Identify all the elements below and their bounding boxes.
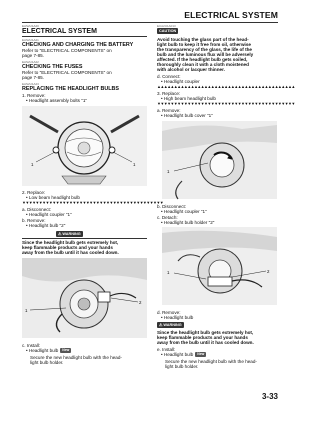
battery-heading: CHECKING AND CHARGING THE BATTERY bbox=[22, 42, 134, 48]
section-code: EAS2U1A20 bbox=[22, 24, 39, 28]
right-triangle-divider-top: ▲▲▲▲▲▲▲▲▲▲▲▲▲▲▲▲▲▲▲▲▲▲▲▲▲▲▲▲▲▲▲▲▲▲▲▲▲▲▲▲▲ bbox=[157, 84, 295, 89]
right-step-d2-label: d. Remove: bbox=[157, 310, 181, 315]
left-warning-badge bbox=[56, 231, 83, 237]
left-warning-rule bbox=[22, 238, 147, 239]
left-warning-line3: away from the bulb until it has cooled down. bbox=[22, 250, 119, 255]
page-header-title: ELECTRICAL SYSTEM bbox=[184, 10, 278, 20]
step-c-note-line1: Secure the new headlight bulb with the head- bbox=[30, 355, 122, 360]
fig1-callout-left: 1 bbox=[31, 162, 34, 167]
low-beam-bulb-figure bbox=[22, 258, 147, 338]
bulb-holder-figure bbox=[162, 227, 277, 305]
fig4-callout-2: 2 bbox=[267, 269, 270, 274]
right-step-e-note-line2: light bulb holder. bbox=[165, 364, 199, 369]
warning-triangle-icon: ⚠ bbox=[58, 232, 62, 236]
right-warning-badge bbox=[157, 322, 184, 328]
fuses-code: EAS2U1A22 bbox=[22, 60, 39, 64]
section-title-rule bbox=[22, 36, 147, 37]
battery-ref-line2: page 7-85. bbox=[22, 53, 44, 58]
bulb-cover-figure bbox=[162, 121, 277, 199]
fuses-ref-line1: Refer to "ELECTRICAL COMPONENTS" on bbox=[22, 70, 112, 75]
right-step-b-item: • Headlight coupler "1" bbox=[161, 209, 207, 214]
battery-code: EAS2U1A21 bbox=[22, 38, 39, 42]
right-warning-line2: keep flammable products and your hands bbox=[157, 335, 248, 340]
fig1-callout-right: 1 bbox=[133, 162, 136, 167]
step-a-item: • Headlight coupler "1" bbox=[26, 212, 72, 217]
headlight-assembly-figure bbox=[22, 106, 147, 186]
fig2-callout-1: 1 bbox=[25, 308, 28, 313]
right-warning-label: WARNING bbox=[163, 323, 182, 327]
right-step-c-label: c. Detach: bbox=[157, 215, 178, 220]
fig4-callout-1: 1 bbox=[167, 270, 170, 275]
step-c-note-line2: light bulb holder. bbox=[30, 360, 64, 365]
right-step-d-label: d. Connect: bbox=[157, 74, 181, 79]
right-triangle-divider-mid: ▼▼▼▼▼▼▼▼▼▼▼▼▼▼▼▼▼▼▼▼▼▼▼▼▼▼▼▼▼▼▼▼▼▼▼▼▼▼▼▼▼ bbox=[157, 101, 295, 106]
caution-line1: Avoid touching the glass part of the head- bbox=[157, 37, 249, 42]
right-step-c-item: • Headlight bulb holder "2" bbox=[161, 220, 215, 225]
fig2-callout-2: 2 bbox=[139, 300, 142, 305]
step1-item: • Headlight assembly bolts "1" bbox=[26, 98, 88, 103]
caution-label: CAUTION bbox=[159, 29, 177, 33]
caution-line6: thoroughly clean it with a cloth moistened bbox=[157, 62, 249, 67]
caution-line2: light bulb to keep it free from oil, otherwise bbox=[157, 42, 251, 47]
left-warning-line2: keep flammable products and your hands bbox=[22, 245, 113, 250]
left-triangle-divider-top: ▼▼▼▼▼▼▼▼▼▼▼▼▼▼▼▼▼▼▼▼▼▼▼▼▼▼▼▼▼▼▼▼▼▼▼▼▼▼▼▼▼▼ bbox=[22, 200, 164, 205]
step3-item: • High beam headlight bulb bbox=[161, 96, 216, 101]
right-step-e-note-line1: Secure the new headlight bulb with the head- bbox=[165, 359, 257, 364]
step-a-label: a. Disconnect: bbox=[22, 207, 52, 212]
step-c-item bbox=[26, 348, 71, 354]
right-step-e-item-text: • Headlight bulb bbox=[161, 352, 194, 357]
right-step-b-label: b. Disconnect: bbox=[157, 204, 187, 209]
step2-label: 2. Replace: bbox=[22, 190, 46, 195]
warning-triangle-icon: ⚠ bbox=[159, 323, 163, 327]
page-number: 3-33 bbox=[261, 392, 278, 401]
battery-ref-line1: Refer to "ELECTRICAL COMPONENTS" on bbox=[22, 48, 112, 53]
new-badge: New bbox=[197, 352, 205, 357]
caution-badge bbox=[157, 28, 178, 34]
step-b-item: • Headlight bulb "2" bbox=[26, 223, 66, 228]
right-step-d-item: • Headlight coupler bbox=[161, 79, 200, 84]
caution-line4: bulb and the luminous flux will be adversely bbox=[157, 52, 254, 57]
right-step-a-item: • Headlight bulb cover "1" bbox=[161, 113, 213, 118]
bulbs-heading: REPLACING THE HEADLIGHT BULBS bbox=[22, 86, 120, 92]
right-warning-line1: Since the headlight bulb gets extremely hot, bbox=[157, 330, 254, 335]
right-step-e-item bbox=[161, 352, 206, 358]
right-warning-line3: away from the bulb until it has cooled down. bbox=[157, 340, 254, 345]
step1-label: 1. Remove: bbox=[22, 93, 46, 98]
left-warning-label: WARNING bbox=[62, 232, 81, 236]
new-badge: New bbox=[62, 348, 70, 353]
fuses-ref-line2: page 7-85. bbox=[22, 75, 44, 80]
bulbs-code: EAS2U1A23 bbox=[22, 82, 39, 86]
step3-label: 3. Replace: bbox=[157, 91, 181, 96]
right-step-e-label: e. Install: bbox=[157, 347, 176, 352]
right-step-a-label: a. Remove: bbox=[157, 108, 181, 113]
step2-item: • Low beam headlight bulb bbox=[26, 195, 80, 200]
right-step-d2-item: • Headlight bulb bbox=[161, 315, 194, 320]
step-b-label: b. Remove: bbox=[22, 218, 46, 223]
step-c-item-text: • Headlight bulb bbox=[26, 348, 59, 353]
left-warning-line1: Since the headlight bulb gets extremely hot, bbox=[22, 240, 119, 245]
caution-line5: affected. If the headlight bulb gets soiled, bbox=[157, 57, 248, 62]
fig3-callout: 1 bbox=[167, 169, 170, 174]
caution-line3: the transparency of the glass, the life of the bbox=[157, 47, 252, 52]
caution-code: ECA2U1A013 bbox=[157, 24, 176, 28]
caution-line7: with alcohol or lacquer thinner. bbox=[157, 67, 225, 72]
header-rule bbox=[22, 22, 278, 23]
step-c-label: c. Install: bbox=[22, 343, 41, 348]
section-title: ELECTRICAL SYSTEM bbox=[22, 28, 97, 35]
fuses-heading: CHECKING THE FUSES bbox=[22, 64, 83, 70]
